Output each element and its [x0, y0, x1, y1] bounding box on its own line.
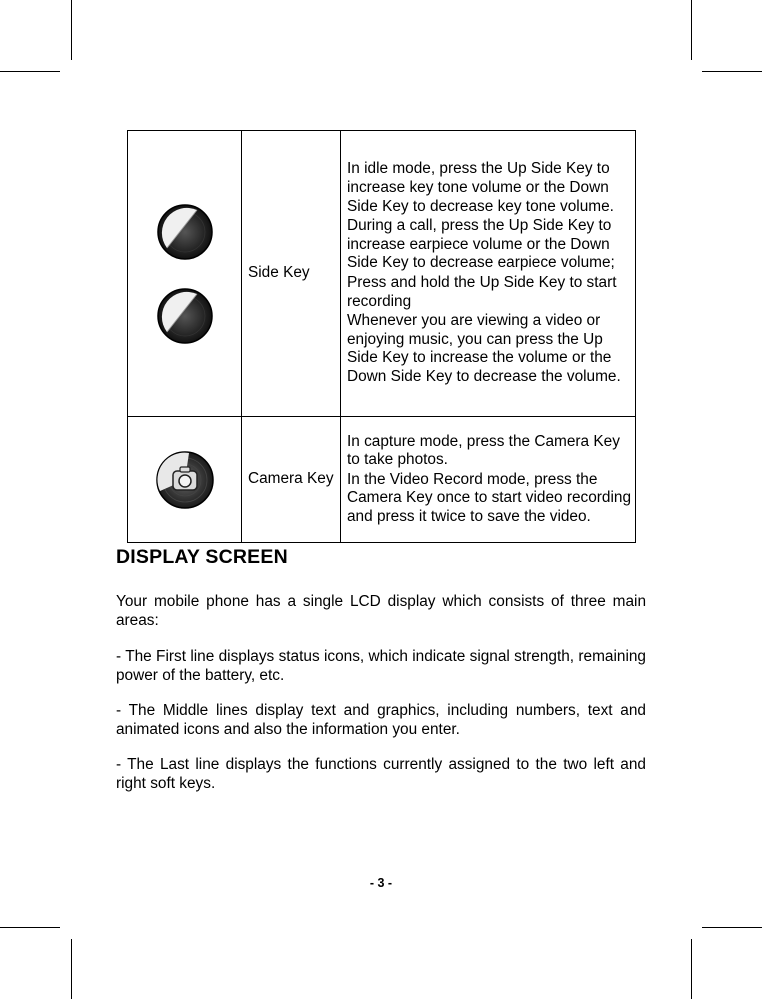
paragraph-middle-lines: - The Middle lines display text and graphics, including numbers, text and animated icons and also the information you enter. — [116, 702, 646, 739]
side-key-down-icon — [157, 288, 213, 344]
crop-mark-top-right-horizontal — [702, 71, 762, 72]
description-line: In capture mode, press the Camera Key to take photos. — [347, 432, 620, 469]
camera-key-icon — [156, 451, 214, 509]
keys-table — [127, 130, 636, 543]
table-row-side-key — [128, 131, 636, 417]
description-line: In idle mode, press the Up Side Key to increase key tone volume or the Down Side Key to decrease key tone volume. — [347, 160, 614, 215]
paragraph-first-line: - The First line displays status icons, which indicate signal strength, remaining power of the battery, etc. — [116, 648, 646, 685]
description-line: Press and hold the Up Side Key to start recording — [347, 274, 617, 310]
section-title: DISPLAY SCREEN — [116, 546, 288, 568]
paragraph-intro: Your mobile phone has a single LCD display which consists of three main areas: — [116, 593, 646, 630]
key-name-side-key: Side Key — [242, 131, 341, 417]
crop-mark-bottom-left-vertical — [71, 939, 72, 999]
crop-mark-bottom-left-horizontal — [0, 927, 60, 928]
crop-mark-top-right-vertical — [691, 0, 692, 60]
crop-mark-top-left-vertical — [71, 0, 72, 60]
crop-mark-top-left-horizontal — [0, 71, 60, 72]
crop-mark-bottom-right-horizontal — [702, 927, 762, 928]
icon-cell — [128, 131, 242, 417]
side-key-up-icon — [157, 204, 213, 260]
table-row-camera-key — [128, 417, 636, 543]
paragraph-last-line: - The Last line displays the functions currently assigned to the two left and right soft keys. — [116, 756, 646, 793]
key-name-camera-key: Camera Key — [242, 417, 341, 543]
crop-mark-bottom-right-vertical — [691, 939, 692, 999]
icon-cell — [128, 417, 242, 543]
key-description-side-key — [341, 131, 636, 417]
key-description-camera-key — [341, 417, 636, 543]
page-number: - 3 - — [369, 876, 393, 890]
description-line: Whenever you are viewing a video or enjoying music, you can press the Up Side Key to increase the volume or the Down Side Key to decrease the volume. — [347, 312, 621, 385]
description-line: During a call, press the Up Side Key to increase earpiece volume or the Down Side Key to decrease earpiece volume; — [347, 217, 615, 272]
description-line: In the Video Record mode, press the Camera Key once to start video recording and press it twice to save the video. — [347, 470, 632, 525]
